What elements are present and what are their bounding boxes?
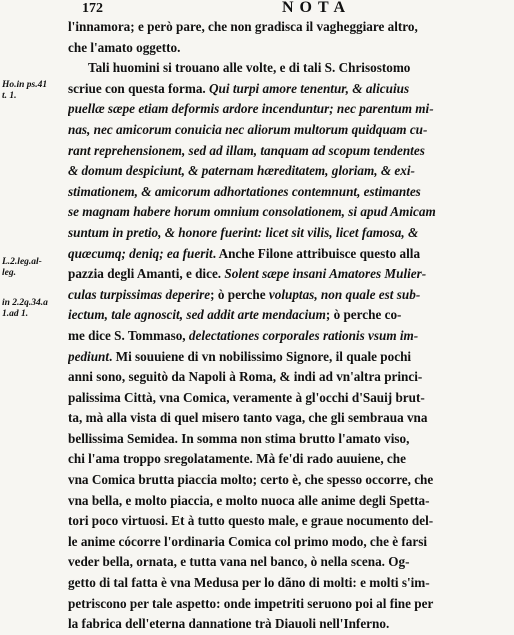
page-number: 172 bbox=[82, 1, 103, 16]
text-run: vna bella, e molto piaccia, e molto nuoca alle anime degli Spetta- bbox=[68, 492, 430, 508]
text-run: che l'amato oggetto. bbox=[68, 39, 181, 55]
text-run: ; ò perche bbox=[210, 286, 269, 302]
text-line bbox=[68, 511, 508, 532]
latin-quotation: pediunt bbox=[68, 348, 110, 364]
text-run: ta, mà alla vista di quel misero tanto vaga, che gli sembraua vna bbox=[68, 410, 428, 426]
text-line bbox=[68, 573, 508, 594]
text-run: le anime cócorre l'ordinaria Comica col primo modo, che è farsi bbox=[68, 533, 428, 549]
text-line bbox=[68, 491, 508, 512]
text-line bbox=[68, 202, 508, 223]
text-run: vna Comica brutta piaccia molto; certo è, che spesso occorre, che bbox=[68, 472, 434, 488]
text-line bbox=[68, 182, 508, 203]
latin-quotation: culas turpissimas deperire bbox=[68, 286, 211, 302]
text-line bbox=[68, 470, 508, 491]
text-run: . Anche Filone attribuisce questo alla bbox=[212, 245, 421, 261]
text-line bbox=[68, 120, 508, 141]
text-run: chi l'ama troppo sregolatamente. Mà fe'di rado auuiene, che bbox=[68, 451, 406, 467]
latin-quotation: iectum, tale agnoscit, sed addit arte mendacium bbox=[68, 307, 326, 323]
text-line bbox=[68, 532, 508, 553]
text-run: getto di tal fatta è vna Medusa per lo dãno di molti: e molti s'im- bbox=[68, 575, 430, 591]
margin-note-line: in 2.2q.34.a bbox=[2, 298, 48, 308]
text-run: tori poco virtuosi. Et à tutto questo male, e graue nocumento del- bbox=[68, 513, 434, 529]
margin-note-line: Ho.in ps.41 bbox=[2, 80, 48, 90]
text-run: l'innamora; e però pare, che non gradisca il vagheggiare altro, bbox=[68, 19, 418, 34]
text-line bbox=[68, 223, 508, 244]
latin-quotation: Qui turpi amore tenentur, & alicuius bbox=[209, 80, 410, 96]
text-line bbox=[68, 285, 508, 306]
latin-quotation: delectationes corporales rationis vsum im- bbox=[188, 327, 419, 343]
text-line bbox=[68, 429, 508, 450]
text-line bbox=[68, 449, 508, 470]
latin-quotation: nas, nec amicorum conuicia nec aliorum multorum quidquam cu- bbox=[68, 121, 428, 137]
margin-note-line: L.2.leg.al- bbox=[2, 257, 42, 267]
text-run: la fabrica dell'eterna dannatione trà Diauoli nell'Inferno. bbox=[68, 616, 390, 632]
text-line bbox=[68, 79, 508, 100]
text-line bbox=[68, 594, 508, 615]
text-line bbox=[68, 264, 508, 285]
text-run: scriue con questa forma. bbox=[68, 80, 210, 96]
text-line bbox=[68, 305, 508, 326]
text-line bbox=[68, 99, 508, 120]
latin-quotation: rant reprehensionem, sed ad illam, tanquam ad scopum tendentes bbox=[68, 142, 425, 158]
text-run: palissima Città, vna Comica, veramente à gl'occhi d'Sauij brut- bbox=[68, 389, 425, 405]
margin-note-aquinas bbox=[2, 298, 64, 320]
text-line bbox=[68, 347, 508, 368]
margin-note-line: leg. bbox=[2, 268, 16, 278]
text-run: pazzia degli Amanti, e dice. bbox=[68, 266, 225, 282]
latin-quotation: & domum despiciunt, & paternam hæreditatem, gloriam, & exi- bbox=[68, 163, 415, 179]
text-line bbox=[68, 552, 508, 573]
text-run: . Mi souuiene di vn nobilissimo Signore, il quale pochi bbox=[109, 348, 412, 364]
text-line bbox=[68, 38, 508, 59]
latin-quotation: voluptas, non quale est sub- bbox=[268, 286, 421, 302]
text-line bbox=[68, 141, 508, 162]
text-line bbox=[68, 614, 508, 635]
text-run: petriscono per tale aspetto: onde impetriti seruono poi al fine per bbox=[68, 595, 434, 611]
text-line bbox=[68, 17, 508, 38]
latin-quotation: Solent sæpe insani Amatores Mulier- bbox=[224, 266, 427, 282]
margin-note-filone bbox=[2, 257, 64, 279]
text-run: ; ò perche co- bbox=[325, 307, 402, 323]
text-line bbox=[68, 326, 508, 347]
text-run: Tali huomini si trouano alle volte, e di tali S. Chrisostomo bbox=[88, 60, 411, 76]
text-line bbox=[68, 161, 508, 182]
text-line bbox=[68, 367, 508, 388]
text-line bbox=[68, 244, 508, 265]
text-run: me dice S. Tommaso, bbox=[68, 327, 189, 343]
latin-quotation: puellæ sæpe etiam deformis ardore incenduntur; nec parentum mi- bbox=[68, 101, 434, 117]
body-text bbox=[68, 17, 508, 635]
margin-note-line: 1.ad 1. bbox=[2, 309, 29, 319]
margin-note-chrysostom bbox=[2, 80, 64, 102]
running-head: NOTA bbox=[282, 0, 352, 16]
latin-quotation: stimationem, & amicorum adhortationes contemnunt, estimantes bbox=[68, 183, 421, 199]
text-run: bellissima Semidea. In somma non stima brutto l'amato viso, bbox=[68, 430, 410, 446]
text-run: veder bella, ornata, e tutta vana nel banco, ò nella scena. Og- bbox=[68, 554, 410, 570]
margin-note-line: t. 1. bbox=[2, 91, 17, 101]
text-line bbox=[68, 58, 508, 79]
latin-quotation: suntum in pretio, & honore fuerint: licet sit vilis, licet famosa, & bbox=[68, 224, 419, 240]
text-line bbox=[68, 388, 508, 409]
latin-quotation: se magnam habere horum omnium consolationem, si apud Amicam bbox=[68, 204, 436, 220]
text-line bbox=[68, 408, 508, 429]
text-run: anni sono, seguitò da Napoli à Roma, & indi ad vn'altra princi- bbox=[68, 369, 423, 385]
latin-quotation: quæcumq; deniq; ea fuerit bbox=[68, 245, 213, 261]
